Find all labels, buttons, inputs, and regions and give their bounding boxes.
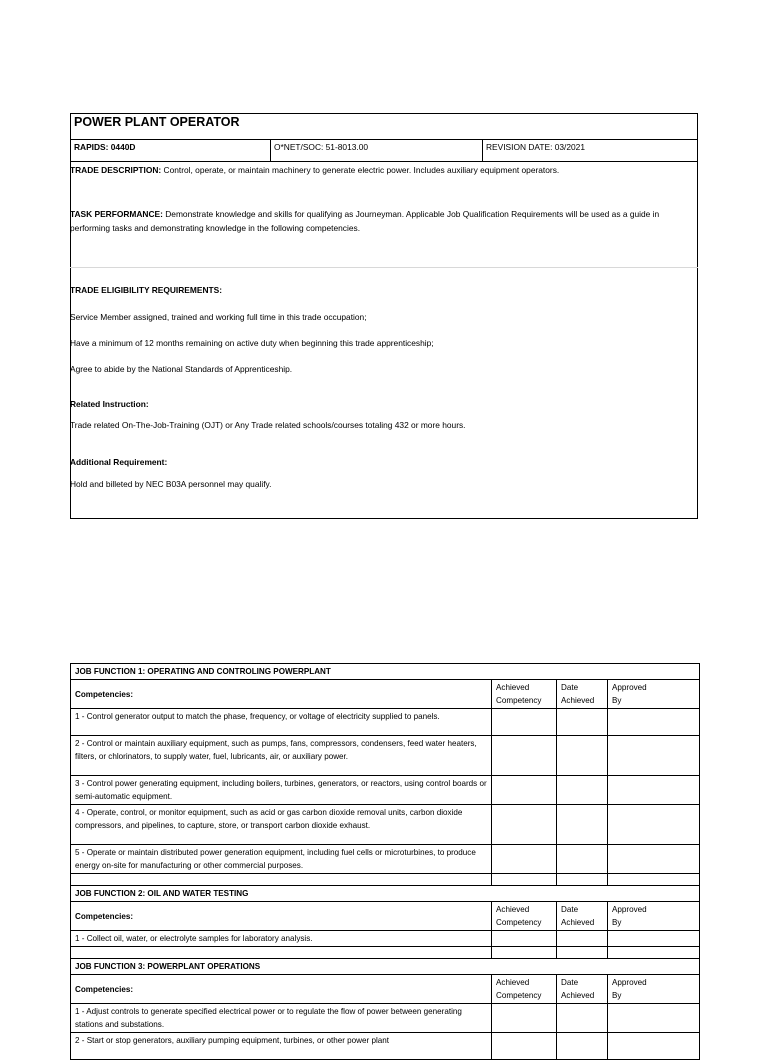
date-cell[interactable] xyxy=(557,1033,608,1060)
column-header-row xyxy=(71,975,700,1004)
by-header-line: By xyxy=(612,918,622,927)
additional-requirement-text: Hold and billeted by NEC B03A personnel may qualify. xyxy=(70,479,272,489)
competency-text: 1 - Control generator output to match the phase, frequency, or voltage of electricity supplied to panels. xyxy=(71,709,492,736)
competency-header-line: Competency xyxy=(496,918,542,927)
achieved-header-line: Achieved xyxy=(496,683,530,692)
achieved-competency-header xyxy=(492,975,557,1004)
date-cell[interactable] xyxy=(557,709,608,736)
divider xyxy=(70,139,698,140)
job-function-row xyxy=(71,664,700,680)
approved-by-header xyxy=(608,680,700,709)
trade-description xyxy=(70,163,696,177)
by-header-line: By xyxy=(612,991,622,1000)
eligibility-item: Agree to abide by the National Standards of Apprenticeship. xyxy=(70,364,293,374)
date-cell[interactable] xyxy=(557,1004,608,1033)
competency-text: 1 - Adjust controls to generate specified electrical power or to regulate the flow of power between generating stations and substations. xyxy=(71,1004,492,1033)
achieved-cell[interactable] xyxy=(492,776,557,805)
spacer-row xyxy=(71,874,700,886)
date-cell[interactable] xyxy=(557,776,608,805)
date-achieved-header xyxy=(557,680,608,709)
empty-cell xyxy=(608,874,700,886)
task-performance-label: TASK PERFORMANCE: xyxy=(70,209,163,219)
achieved-header-line: Achieved xyxy=(561,696,595,705)
competencies-header: Competencies: xyxy=(71,680,492,709)
empty-cell xyxy=(492,874,557,886)
competency-text: 2 - Control or maintain auxiliary equipment, such as pumps, fans, compressors, condensers, feed water heaters, filters, or chlorinators, to supply water, fuel, lubricants, air, or auxiliary power. xyxy=(71,736,492,776)
approved-cell[interactable] xyxy=(608,805,700,845)
rapids-label: RAPIDS: xyxy=(74,142,109,152)
achieved-header-line: Achieved xyxy=(496,905,530,914)
table-row xyxy=(71,709,700,736)
column-header-row xyxy=(71,902,700,931)
spacer-row xyxy=(71,947,700,959)
table-row xyxy=(71,805,700,845)
competency-text: 2 - Start or stop generators, auxiliary pumping equipment, turbines, or other power plant xyxy=(71,1033,492,1060)
table-row xyxy=(71,776,700,805)
date-cell[interactable] xyxy=(557,845,608,874)
approved-cell[interactable] xyxy=(608,776,700,805)
table-row xyxy=(71,736,700,776)
job-functions-table xyxy=(70,663,700,1060)
date-achieved-header xyxy=(557,902,608,931)
date-header-line: Date xyxy=(561,683,579,692)
approved-header-line: Approved xyxy=(612,683,647,692)
empty-cell xyxy=(557,947,608,959)
job-function-row xyxy=(71,886,700,902)
approved-by-header xyxy=(608,902,700,931)
date-cell[interactable] xyxy=(557,736,608,776)
achieved-header-line: Achieved xyxy=(496,978,530,987)
date-cell[interactable] xyxy=(557,805,608,845)
task-performance-text: Demonstrate knowledge and skills for qualifying as Journeyman. Applicable Job Qualification Requirements will be used as a guide in performing tasks and demonstrating knowledge in the following competencies. xyxy=(70,209,660,233)
empty-cell xyxy=(71,947,492,959)
achieved-competency-header xyxy=(492,680,557,709)
by-header-line: By xyxy=(612,696,622,705)
empty-cell xyxy=(71,874,492,886)
approved-cell[interactable] xyxy=(608,931,700,947)
eligibility-label: TRADE ELIGIBILITY REQUIREMENTS: xyxy=(70,285,222,295)
date-achieved-header xyxy=(557,975,608,1004)
approved-header-line: Approved xyxy=(612,978,647,987)
related-instruction-label: Related Instruction: xyxy=(70,399,149,409)
job-function-title: JOB FUNCTION 1: OPERATING AND CONTROLING POWERPLANT xyxy=(71,664,700,680)
task-performance xyxy=(70,207,696,235)
divider xyxy=(70,267,698,268)
achieved-cell[interactable] xyxy=(492,709,557,736)
table-row xyxy=(71,1033,700,1060)
table-row xyxy=(71,845,700,874)
eligibility-item: Have a minimum of 12 months remaining on active duty when beginning this trade apprenticeship; xyxy=(70,338,434,348)
competency-text: 1 - Collect oil, water, or electrolyte samples for laboratory analysis. xyxy=(71,931,492,947)
achieved-header-line: Achieved xyxy=(561,991,595,1000)
date-cell[interactable] xyxy=(557,931,608,947)
achieved-cell[interactable] xyxy=(492,805,557,845)
rapids-value: 0440D xyxy=(110,142,136,152)
trade-description-text: Control, operate, or maintain machinery to generate electric power. Includes auxiliary equipment operators. xyxy=(161,165,560,175)
additional-requirement-label: Additional Requirement: xyxy=(70,457,168,467)
achieved-header-line: Achieved xyxy=(561,918,595,927)
competencies-header: Competencies: xyxy=(71,902,492,931)
column-header-row xyxy=(71,680,700,709)
empty-cell xyxy=(492,947,557,959)
rapids-field xyxy=(74,140,135,154)
competency-header-line: Competency xyxy=(496,991,542,1000)
divider xyxy=(482,139,483,161)
approved-header-line: Approved xyxy=(612,905,647,914)
competency-header-line: Competency xyxy=(496,696,542,705)
eligibility-item: Service Member assigned, trained and working full time in this trade occupation; xyxy=(70,312,367,322)
achieved-cell[interactable] xyxy=(492,931,557,947)
onet-soc: O*NET/SOC: 51-8013.00 xyxy=(274,142,369,152)
related-instruction-text: Trade related On-The-Job-Training (OJT) or Any Trade related schools/courses totaling 432 or more hours. xyxy=(70,420,466,430)
date-header-line: Date xyxy=(561,978,579,987)
competency-text: 4 - Operate, control, or monitor equipment, such as acid or gas carbon dioxide removal units, carbon dioxide compressors, and pipelines, to capture, store, or transport carbon dioxide exhaust. xyxy=(71,805,492,845)
competencies-header: Competencies: xyxy=(71,975,492,1004)
approved-cell[interactable] xyxy=(608,736,700,776)
achieved-cell[interactable] xyxy=(492,845,557,874)
date-header-line: Date xyxy=(561,905,579,914)
job-function-title: JOB FUNCTION 2: OIL AND WATER TESTING xyxy=(71,886,700,902)
approved-cell[interactable] xyxy=(608,1033,700,1060)
achieved-competency-header xyxy=(492,902,557,931)
competency-text: 5 - Operate or maintain distributed power generation equipment, including fuel cells or microturbines, to produce energy on-site for manufacturing or other commercial purposes. xyxy=(71,845,492,874)
competency-text: 3 - Control power generating equipment, including boilers, turbines, generators, or reactors, using control boards or semi-automatic equipment. xyxy=(71,776,492,805)
table-row xyxy=(71,1004,700,1033)
achieved-cell[interactable] xyxy=(492,736,557,776)
approved-cell[interactable] xyxy=(608,845,700,874)
approved-by-header xyxy=(608,975,700,1004)
achieved-cell[interactable] xyxy=(492,1004,557,1033)
trade-description-label: TRADE DESCRIPTION: xyxy=(70,165,162,175)
divider xyxy=(270,139,271,161)
table-row xyxy=(71,931,700,947)
divider xyxy=(70,161,698,162)
approved-cell[interactable] xyxy=(608,1004,700,1033)
approved-cell[interactable] xyxy=(608,709,700,736)
revision-date: REVISION DATE: 03/2021 xyxy=(486,142,585,152)
empty-cell xyxy=(608,947,700,959)
empty-cell xyxy=(557,874,608,886)
job-function-title: JOB FUNCTION 3: POWERPLANT OPERATIONS xyxy=(71,959,700,975)
page-title: POWER PLANT OPERATOR xyxy=(74,115,240,129)
achieved-cell[interactable] xyxy=(492,1033,557,1060)
job-function-row xyxy=(71,959,700,975)
